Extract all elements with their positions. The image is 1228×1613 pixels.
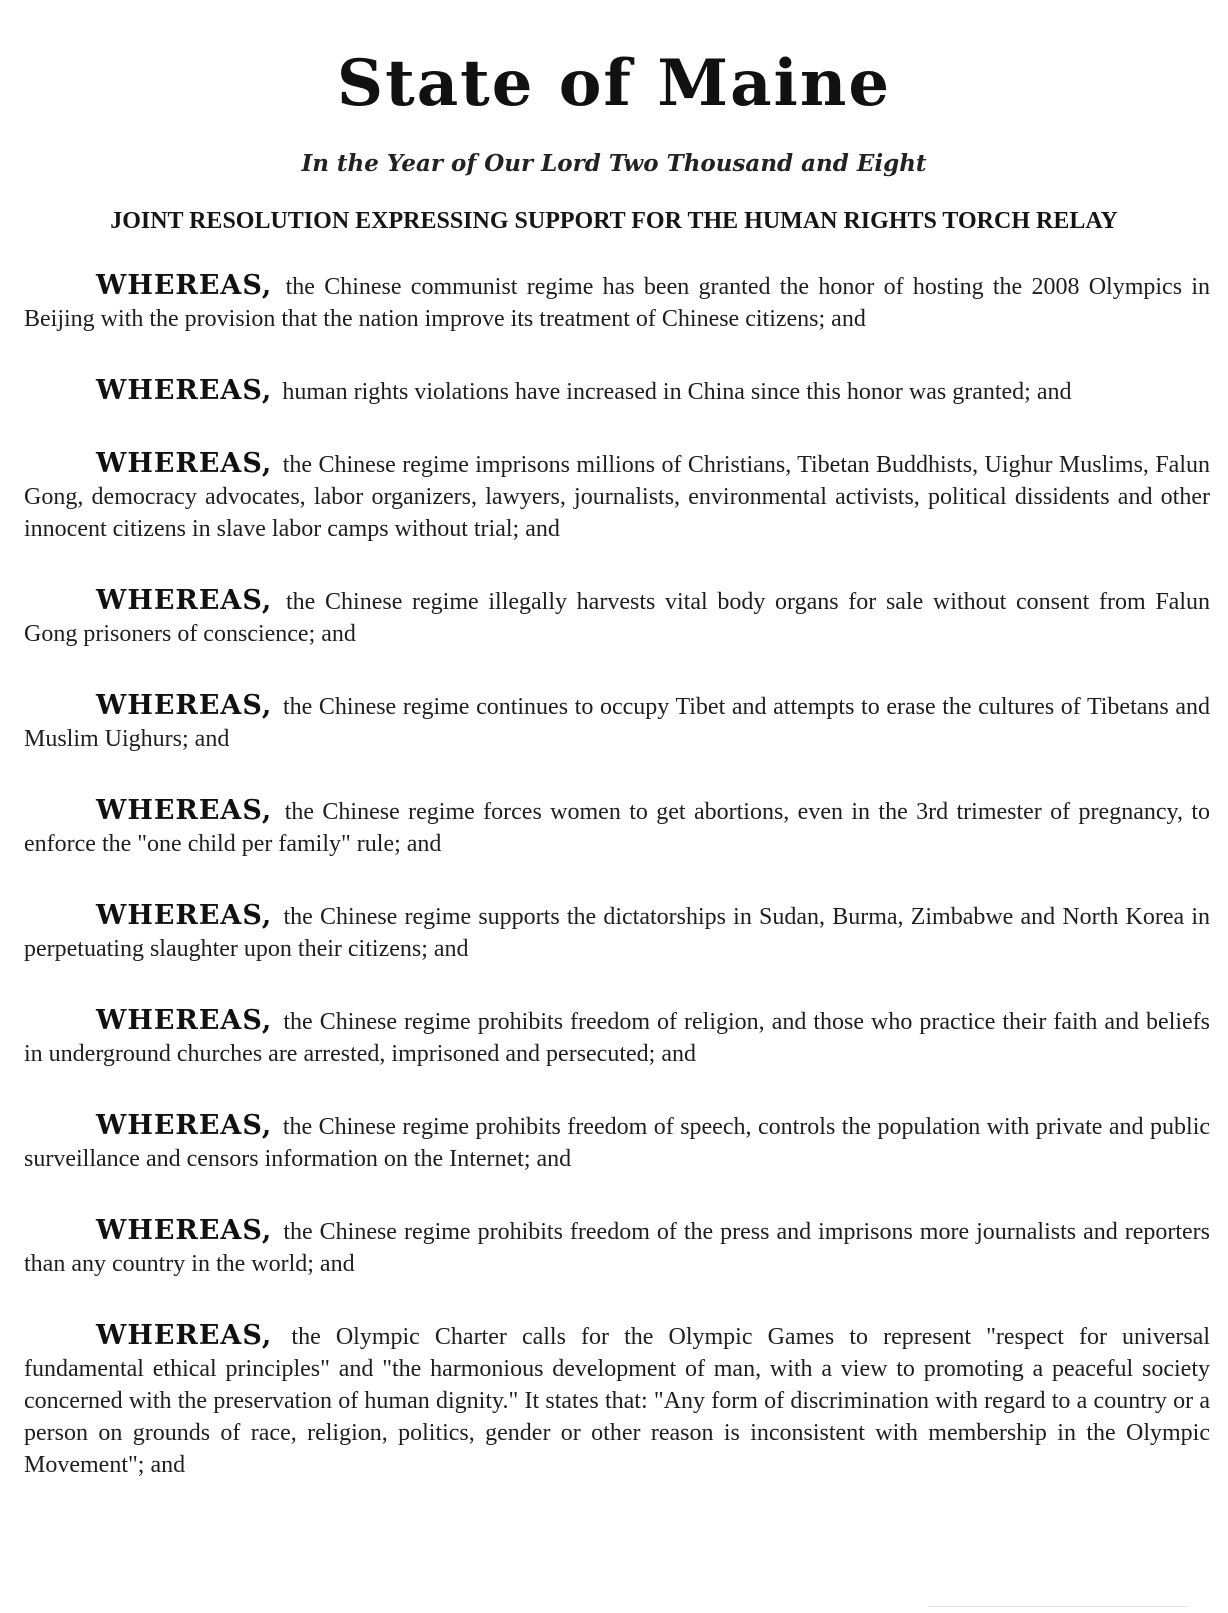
whereas-label: WHEREAS, (96, 1005, 273, 1036)
clause-text: the Chinese regime forces women to get abortions, even in the 3rd trimester of pregnancy, to enforce the "one child per family" rule; and (24, 799, 1211, 857)
clause-text: the Olympic Charter calls for the Olympic Games to represent "respect for universal fundamental ethical principles" and "the harmonious development of man, with a view to promoting a peaceful society concerned with the preservation of human dignity." It states that: "Any form of discrimination with regard to a country or a person on grounds of race, religion, politics, gender or other reason is inconsistent with membership in the Olympic Movement"; and (24, 1324, 1210, 1478)
clause-text: the Chinese regime illegally harvests vital body organs for sale without consent from Falun Gong prisoners of conscience; and (24, 589, 1210, 647)
whereas-clause (24, 900, 1210, 965)
whereas-clause (24, 1215, 1210, 1280)
clause-text: the Chinese regime continues to occupy Tibet and attempts to erase the cultures of Tibetans and Muslim Uighurs; and (24, 694, 1211, 752)
whereas-label: WHEREAS, (96, 1110, 273, 1141)
clause-text: the Chinese regime supports the dictatorships in Sudan, Burma, Zimbabwe and North Korea in perpetuating slaughter upon their citizens; and (24, 904, 1210, 962)
clause-text: human rights violations have increased in China since this honor was granted; and (282, 379, 1072, 405)
whereas-label: WHEREAS, (96, 375, 273, 406)
whereas-clause (24, 448, 1210, 545)
whereas-clause (24, 270, 1210, 335)
whereas-clause (24, 585, 1210, 650)
resolution-heading: JOINT RESOLUTION EXPRESSING SUPPORT FOR THE HUMAN RIGHTS TORCH RELAY (110, 208, 1118, 234)
whereas-clause (24, 1110, 1210, 1175)
whereas-label: WHEREAS, (96, 900, 273, 931)
whereas-label: WHEREAS, (96, 585, 273, 616)
whereas-label: WHEREAS, (96, 690, 273, 721)
document-subtitle: In the Year of Our Lord Two Thousand and Eight (301, 150, 927, 177)
whereas-label: WHEREAS, (96, 1215, 273, 1246)
whereas-label: WHEREAS, (96, 270, 273, 301)
clause-text: the Chinese communist regime has been granted the honor of hosting the 2008 Olympics in Beijing with the provision that the nation improve its treatment of Chinese citizens; and (24, 274, 1210, 332)
whereas-clause (24, 375, 1210, 408)
clause-text: the Chinese regime prohibits freedom of the press and imprisons more journalists and reporters than any country in the world; and (24, 1219, 1211, 1277)
scan-edge-line (928, 1606, 1188, 1607)
document-title: State of Maine (336, 46, 892, 121)
clause-text: the Chinese regime prohibits freedom of religion, and those who practice their faith and beliefs in underground churches are arrested, imprisoned and persecuted; and (24, 1009, 1211, 1067)
whereas-clauses (24, 270, 1210, 1521)
clause-text: the Chinese regime prohibits freedom of speech, controls the population with private and public surveillance and censors information on the Internet; and (24, 1114, 1211, 1172)
whereas-clause (24, 1005, 1210, 1070)
whereas-label: WHEREAS, (96, 1320, 273, 1351)
whereas-clause (24, 1320, 1210, 1481)
clause-text: the Chinese regime imprisons millions of Christians, Tibetan Buddhists, Uighur Muslims, Falun Gong, democracy advocates, labor organizers, lawyers, journalists, environmental activists, political dissidents and other innocent citizens in slave labor camps without trial; and (24, 452, 1211, 542)
whereas-clause (24, 690, 1210, 755)
whereas-label: WHEREAS, (96, 795, 273, 826)
whereas-clause (24, 795, 1210, 860)
whereas-label: WHEREAS, (96, 448, 273, 479)
